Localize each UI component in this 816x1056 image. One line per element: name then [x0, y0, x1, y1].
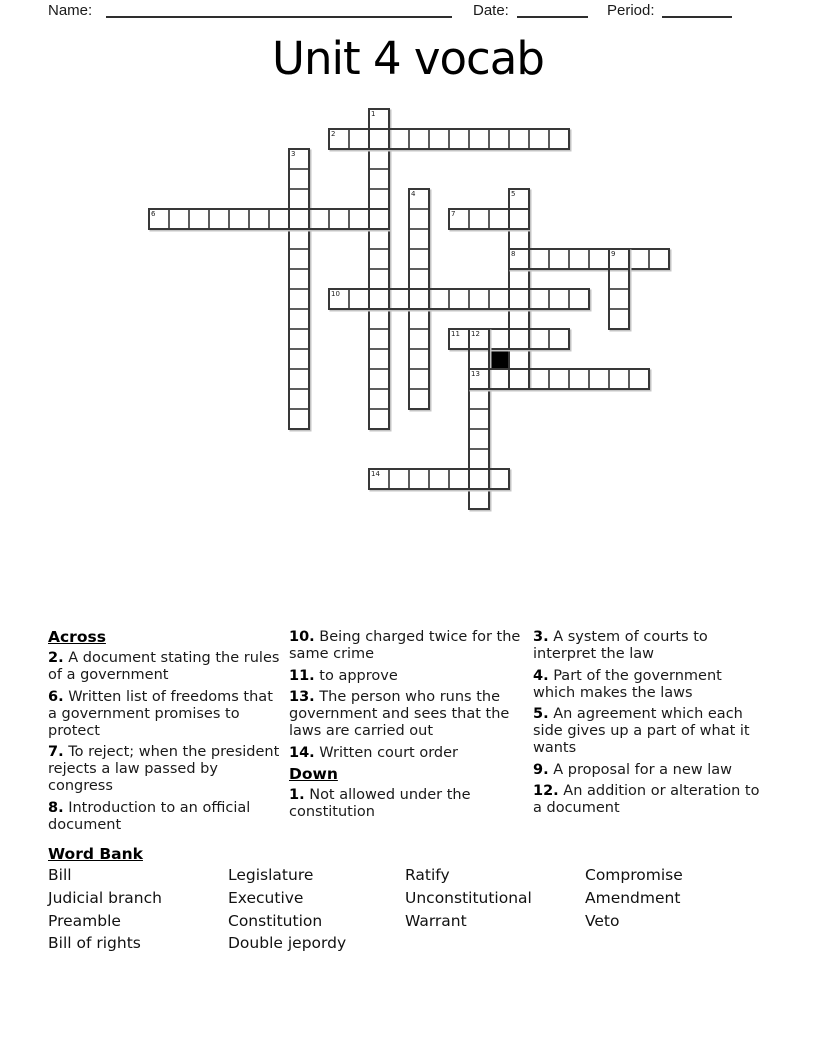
- clue-item-7: 7. To reject; when the president rejects a law passed by congress: [48, 744, 280, 794]
- grid-clue-number: 12: [471, 330, 480, 338]
- word-outline: [448, 328, 570, 350]
- word-outline: [468, 368, 650, 390]
- word-bank-column-3: [405, 864, 532, 932]
- clue-item-6: 6. Written list of freedoms that a government promises to protect: [48, 688, 273, 739]
- page-title: Unit 4 vocab: [272, 32, 544, 85]
- grid-clue-number: 1: [371, 110, 376, 118]
- black-cell: [489, 349, 509, 369]
- name-label: Name:: [48, 2, 93, 19]
- word-bank-column-1: [48, 864, 162, 955]
- word-outline: [328, 128, 570, 150]
- word-outline: [608, 248, 630, 330]
- grid-clue-number: 5: [511, 190, 516, 198]
- grid-clue-number: 14: [371, 470, 380, 478]
- word-bank-item: Bill of rights: [48, 934, 141, 953]
- clue-item-11: 11. to approve: [289, 667, 398, 684]
- word-outline: [368, 108, 390, 430]
- word-bank-item: Judicial branch: [48, 888, 162, 907]
- clue-item-3: 3. A system of courts to interpret the law: [533, 629, 708, 662]
- word-bank-item: Warrant: [405, 911, 467, 930]
- word-bank-item: Amendment: [585, 888, 681, 907]
- word-outline: [328, 288, 590, 310]
- clue-item-4: 4. Part of the government which makes the laws: [533, 667, 722, 701]
- clue-column-1: [48, 629, 283, 838]
- word-outline: [508, 248, 670, 270]
- word-bank-item: Veto: [585, 911, 620, 930]
- word-bank-heading: Word Bank: [48, 845, 143, 863]
- grid-clue-number: 11: [451, 330, 460, 338]
- word-bank-item: Unconstitutional: [405, 888, 532, 907]
- period-label: Period:: [607, 2, 655, 19]
- clue-item-10: 10. Being charged twice for the same crime: [289, 629, 521, 662]
- grid-clue-number: 2: [331, 130, 336, 138]
- word-bank-item: Double jepordy: [228, 934, 347, 953]
- word-bank-item: Preamble: [48, 911, 121, 930]
- grid-clue-number: 7: [451, 210, 456, 218]
- clue-item-2: 2. A document stating the rules of a government: [48, 650, 280, 683]
- clue-item-13: 13. The person who runs the government and sees that the laws are carried out: [289, 689, 510, 739]
- grid-clue-number: 9: [611, 250, 616, 258]
- word-bank-item: Constitution: [228, 911, 323, 930]
- grid-clue-number: 4: [411, 190, 416, 198]
- clue-item-9: 9. A proposal for a new law: [533, 761, 733, 778]
- grid-clue-number: 6: [151, 210, 156, 218]
- grid-clue-number: 13: [471, 370, 480, 378]
- clue-number: 10.: [289, 629, 315, 645]
- word-bank-column-4: [585, 864, 683, 932]
- word-bank-item: Executive: [228, 888, 304, 907]
- grid-clue-number: 8: [511, 250, 516, 258]
- clue-item-12: 12. An addition or alteration to a document: [533, 783, 760, 816]
- word-bank-item: Ratify: [405, 866, 450, 884]
- word-bank-item: Bill: [48, 866, 72, 884]
- clue-number: 3.: [533, 629, 549, 645]
- clue-number: 12.: [533, 783, 559, 799]
- clue-number: 7.: [48, 744, 64, 760]
- clue-item-8: 8. Introduction to an official document: [48, 799, 251, 833]
- clue-item-5: 5. An agreement which each side gives up a part of what it wants: [533, 706, 750, 756]
- word-outline: [288, 148, 310, 430]
- word-bank-item: Legislature: [228, 866, 314, 884]
- clue-item-1: 1. Not allowed under the constitution: [289, 787, 471, 820]
- grid-clue-number: 10: [331, 290, 340, 298]
- clue-number: 11.: [289, 667, 315, 684]
- word-outline: [148, 208, 390, 230]
- clue-column-3: [533, 629, 765, 822]
- clue-number: 1.: [289, 787, 305, 803]
- clue-number: 14.: [289, 744, 315, 761]
- clue-number: 9.: [533, 761, 549, 778]
- clue-number: 8.: [48, 799, 64, 816]
- date-label: Date:: [473, 2, 509, 19]
- grid-clue-number: 3: [291, 150, 296, 158]
- word-outline: [448, 208, 530, 230]
- word-bank-item: Compromise: [585, 866, 683, 884]
- clue-number: 5.: [533, 706, 549, 722]
- clue-number: 6.: [48, 688, 64, 705]
- clue-column-2: [289, 629, 527, 826]
- clue-heading-down: Down: [289, 765, 338, 783]
- clue-number: 13.: [289, 689, 315, 705]
- clue-number: 2.: [48, 650, 64, 666]
- word-bank-column-2: [228, 864, 346, 955]
- clue-number: 4.: [533, 667, 549, 684]
- word-outline: [368, 468, 510, 490]
- clue-heading-across: Across: [48, 628, 106, 646]
- clue-item-14: 14. Written court order: [289, 744, 459, 761]
